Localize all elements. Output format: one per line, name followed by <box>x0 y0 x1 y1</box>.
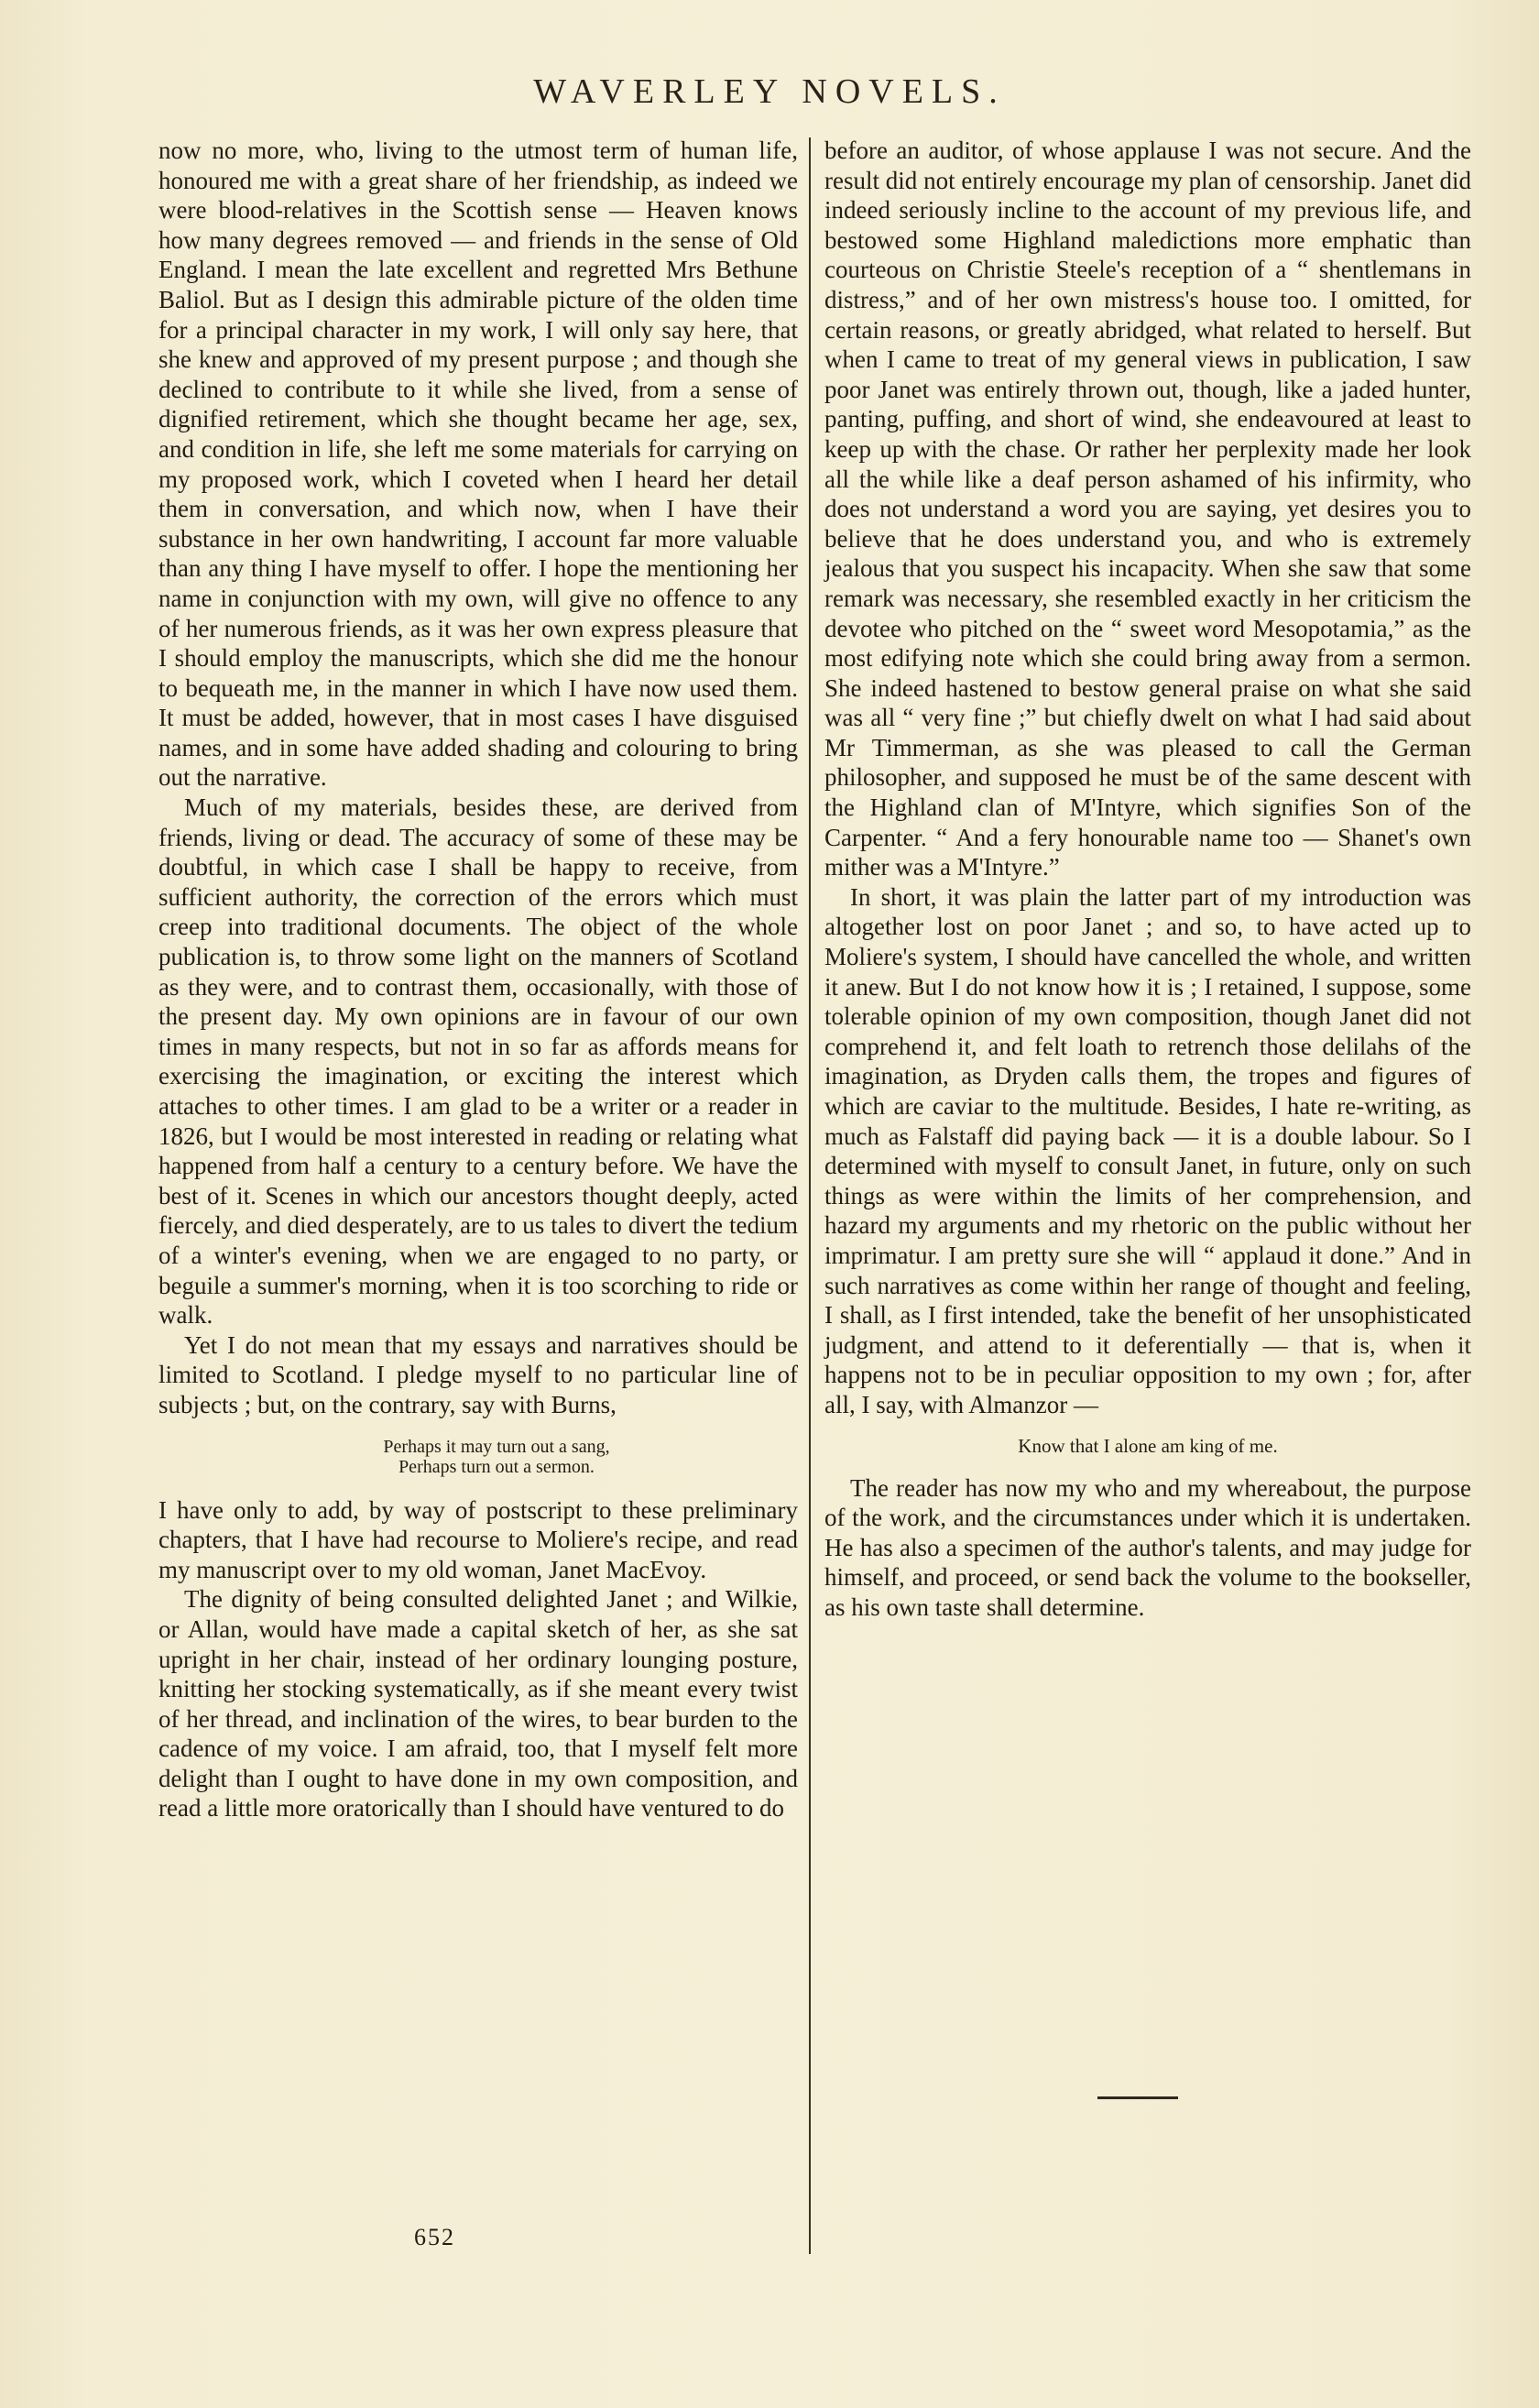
paragraph: The reader has now my who and my whereabout, the purpose of the work, and the circumstances under which it is undertaken. He has also a specimen of the author's talents, and may judge for himself, and proceed, or send back the volume to the bookseller, as his own taste shall determine. <box>824 1473 1471 1621</box>
column-divider <box>809 137 811 2254</box>
running-header: WAVERLEY NOVELS. <box>533 72 1006 111</box>
paragraph: The dignity of being consulted delighted Janet ; and Wilkie, or Allan, would have made a capital sketch of her, as she sat upright in her chair, instead of her ordinary lounging posture, knitting her stocking systematically, as if she meant every twist of her thread, and inclination of the wires, to bear burden to the cadence of my voice. I am afraid, too, that I myself felt more delight than I ought to have done in my own composition, and read a little more oratorically than I should have ventured to do <box>158 1585 798 1822</box>
paragraph: Much of my materials, besides these, are derived from friends, living or dead. The accuracy of some of these may be doubtful, in which case I shall be happy to receive, from sufficient authority, the correction of the errors which must creep into traditional documents. The object of the whole publication is, to throw some light on the manners of Scotland as they were, and to contrast them, occasionally, with those of the present day. My own opinions are in favour of our own times in many respects, but not in so far as affords means for exercising the imagination, or exciting the interest which attaches to other times. I am glad to be a writer or a reader in 1826, but I would be most interested in reading or relating what happened from half a century to a century before. We have the best of it. Scenes in which our ancestors thought deeply, acted fiercely, and died desperately, are to us tales to divert the tedium of a winter's evening, when we are engaged to no party, or beguile a summer's morning, when it is too scorching to ride or walk. <box>158 794 798 1330</box>
paragraph: I have only to add, by way of postscript to these preliminary chapters, that I have had recourse to Moliere's recipe, and read my manuscript over to my old woman, Janet MacEvoy. <box>158 1495 798 1583</box>
verse-quotation <box>158 1437 798 1477</box>
end-rule <box>1097 2096 1178 2099</box>
paragraph: In short, it was plain the latter part of my introduction was altogether lost on poor Janet ; and so, to have acted up to Moliere's system, I should have cancelled the whole, and written it anew. But I do not know how it is ; I retained, I suppose, some tolerable opinion of my own composition, though Janet did not comprehend it, and felt loath to retrench those delilahs of the imagination, as Dryden calls them, the tropes and figures of which are caviar to the multitude. Besides, I hate re-writing, as much as Falstaff did paying back — it is a double labour. So I determined with myself to consult Janet, in future, only on such things as were within the limits of her comprehension, and hazard my arguments and my rhetoric on the public without her imprimatur. I am pretty sure she will “ applaud it done.” And in such narratives as come within her range of thought and feeling, I shall, as I first intended, take the benefit of her unsophisticated judgment, and attend to it deferentially — that is, when it happens not to be in peculiar opposition to my own ; for, after all, I say, with Almanzor — <box>824 882 1471 1418</box>
quotation: Know that I alone am king of me. <box>1018 1434 1278 1457</box>
paragraph: before an auditor, of whose applause I was not secure. And the result did not entirely encourage my plan of censorship. Janet did indeed seriously incline to the account of my previous life, and bestowed some Highland maledictions more emphatic than courteous on Christie Steele's reception of a “ shentlemans in distress,” and of her own mistress's house too. I omitted, for certain reasons, or greatly abridged, what related to herself. But when I came to treat of my general views in publication, I saw poor Janet was entirely thrown out, though, like a jaded hunter, panting, puffing, and short of wind, she endeavoured at least to keep up with the chase. Or rather her perplexity made her look all the while like a deaf person ashamed of his infirmity, who does not understand a word you are saying, yet desires you to believe that he does understand you, and who is extremely jealous that you suspect his incapacity. When she saw that some remark was necessary, she resembled exactly in her criticism the devotee who pitched on the “ sweet word Mesopotamia,” as the most edifying note which she could bring away from a sermon. She indeed hastened to bestow general praise on what she said was all “ very fine ;” but chiefly dwelt on what I had said about Mr Timmerman, as she was pleased to call the German philosopher, and supposed he must be of the same descent with the Highland clan of M'Intyre, which signifies Son of the Carpenter. “ And a fery honourable name too — Shanet's own mither was a M'Intyre.” <box>824 137 1471 881</box>
verse-line: Perhaps it may turn out a sang, <box>383 1436 610 1457</box>
paragraph: Yet I do not mean that my essays and narratives should be limited to Scotland. I pledge myself to no particular line of subjects ; but, on the contrary, say with Burns, <box>158 1330 798 1418</box>
paragraph: now no more, who, living to the utmost term of human life, honoured me with a great share of her friendship, as indeed we were blood-relatives in the Scottish sense — Heaven knows how many degrees removed — and friends in the sense of Old England. I mean the late excellent and regretted Mrs Bethune Baliol. But as I design this admirable picture of the olden time for a principal character in my work, I will only say here, that she knew and approved of my present purpose ; and though she declined to contribute to it while she lived, from a sense of dignified retirement, which she thought became her age, sex, and condition in life, she left me some materials for carrying on my proposed work, which I coveted when I heard her detail them in conversation, and which now, when I have their substance in her own handwriting, I account far more valuable than any thing I have myself to offer. I hope the mentioning her name in conjunction with my own, will give no offence to any of her numerous friends, as it was her own express pleasure that I should employ the manuscripts, which she did me the honour to bequeath me, in the manner in which I have now used them. It must be added, however, that in most cases I have disguised names, and in some have added shading and colouring to bring out the narrative. <box>158 137 798 792</box>
right-column <box>824 136 1471 1623</box>
left-column <box>158 136 798 1823</box>
page-number: 652 <box>414 2224 455 2250</box>
verse-line: Perhaps turn out a sermon. <box>398 1456 595 1477</box>
